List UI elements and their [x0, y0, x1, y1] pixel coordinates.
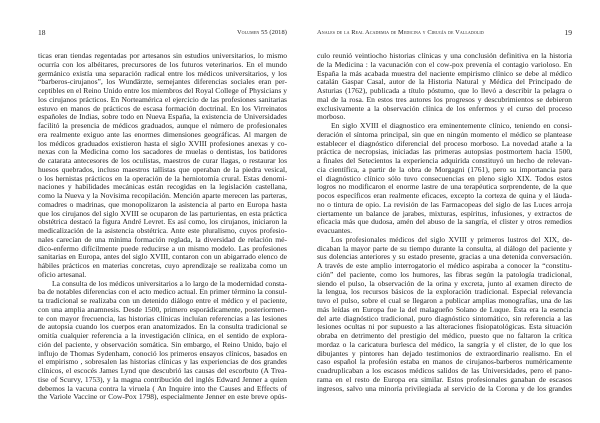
text-line: La consulta de los médicos universitarios a lo largo de la modernidad consta- [52, 279, 287, 288]
text-line: huesos quebrados, incluso maestros tallistas que operaban de la piedra vesical, [38, 165, 287, 174]
text-line: exclusivamente a la observación clínica de los enfermos y el curso del proceso [317, 104, 572, 113]
text-line: dico-enfermo difícilmente puede reducirse a un mismo modelo. Las profesiones [38, 244, 287, 253]
text-line: ciertamente un balance de jarabes, mixturas, espíritus, infusiones, y extractos de [317, 209, 572, 218]
text-line: morboso. [317, 113, 346, 122]
text-line: sanitarias en Europa, antes del siglo XVIII, contaron con un abigarrado elenco de [38, 253, 287, 262]
text-line: ocurría con los albéitares, precursores de los futuros veterinarios. En el mundo [38, 60, 287, 69]
text-line: el diagnóstico clínico sólo tuvo consecuencias en pleno siglo XIX. Todos estos [317, 174, 572, 183]
page-number: 19 [564, 28, 572, 37]
text-line: práctica de necropsias, iniciadas las primeras autopsias postmortem hacia 1500, [317, 148, 572, 157]
text-line: ción del paciente, y observación somática. Sin embargo, el Reino Unido, bajo el [38, 340, 287, 349]
text-line: dicaban la mayor parte de su tiempo durante la consulta, al diálogo del paciente y [317, 244, 572, 253]
text-line: como la Nueva y la Novísima recopilación. Mención aparte merecen las parteras, [38, 192, 287, 200]
text-line: más leídas en Europa fue la del malagueño Solano de Luque. Ésta era la esencia [317, 305, 572, 314]
text-line: los médicos graduados existieron hasta el siglo XVIII profesiones anexas y co- [38, 139, 287, 148]
text-line: Los profesionales médicos del siglo XVIII y primeros lustros del XIX, de- [331, 235, 572, 244]
text-line: los cirujanos prácticos. En Norteamérica el ejercicio de las profesiones sanitarias [38, 95, 287, 104]
running-head: Anales de la Real Academia de Medicina y Cirugía de Valladolid [317, 29, 484, 36]
text-line: the Variole Vaccine or Cow-Pox 1798), especialmente Jenner en este breve opús- [38, 393, 287, 402]
page-number: 18 [38, 28, 46, 37]
text-line: el empirismo , sobresalen las historias clínicas y las experiencias de dos grandes [38, 358, 287, 367]
text-line: era realmente exiguo ante las enormes dimensiones geográficas. Al margen de [38, 130, 287, 139]
right-page-header [317, 28, 572, 38]
text-line: ceptibles en el Reino Unido entre los miembros del Royal College of Physicians y [38, 87, 287, 95]
text-line: comadres o madrinas, que monopolizaron la asistencia al parto en Europa hasta [38, 200, 287, 209]
text-line: obstétrica destacó la figura André Levret. Es así como, los cirujanos, iniciaron la [38, 218, 287, 227]
text-line: mal de la rosa. En estos tres autores los progresos y descubrimientos se debieron [317, 95, 572, 104]
text-line: logros no modificaron el enorme lastre de una terapéutica sorprendente, de la que [317, 183, 572, 192]
text-line: hábiles prácticos en materias concretas, cuyo aprendizaje se realizaba como un [38, 262, 287, 270]
text-line: A través de este amplio interrogatorio el médico aspiraba a conocer la “constitu- [317, 262, 572, 270]
text-line: ción” del paciente, como los humores, las fibras según la patología tradicional, [317, 270, 572, 279]
text-line: ba de notables diferencias con el acto medico actual. En primer término la consul- [38, 288, 287, 297]
left-page-header [38, 28, 287, 38]
text-line: “barberos-cirujanos”, los Wundärzte, semejantes diferencias sociales eran per- [38, 78, 287, 87]
text-line: a finales del Setecientos la experiencia adquirida constituyó un hecho de relevan- [317, 157, 572, 165]
text-line: dibujantes y pintores han dejado testimonios de extraordinario realismo. En el [317, 349, 572, 358]
text-line: ingresos, salvo una minoría privilegiada al servicio de la Corona y de los grandes [317, 384, 572, 393]
text-line: de la Medicina : la vacunación con el cow-pox prevenía el contagio varioloso. En [317, 60, 572, 69]
text-line: te con mayor frecuencia, las historias clínicas incluían referencias a las lesiones [38, 314, 287, 323]
text-line: omitía cualquier referencia a la investigación clínica, en el sentido de explora- [38, 332, 287, 340]
text-line: sus dolencias anteriores y su estado presente, gracias a una detenida conversación. [317, 253, 572, 262]
text-line: obraba en detrimento del prestigio del médico, puesto que no faltaron la crítica [317, 332, 572, 340]
right-page [317, 0, 572, 423]
text-line: facilitó la presencia de médicos graduados, aunque el número de profesionales [38, 122, 287, 130]
text-line: nales carecían de una mínima formación reglada, la diversidad de relación mé- [38, 235, 287, 244]
text-line: establecer el diagnóstico diferencial del proceso morboso. La novedad atañe a la [317, 139, 572, 148]
text-line: eficacia más que dudosa, amén del abuso de la sangría, el clister y otros remedios [317, 218, 572, 227]
left-page-body [38, 52, 287, 402]
text-line: siendo el pulso, la observación de la orina y excreta, junto al examen directo de [317, 279, 572, 288]
text-line: germánico existía una separación radical entre los médicos universitarios, y los [38, 69, 287, 78]
text-line: tuvo el pulso, sobre el cual se llegaron a publicar amplias monografías, una de las [317, 297, 572, 305]
text-line: de autopsia cuando los cuerpos eran anatomizados. En la consulta tradicional se [38, 323, 287, 332]
text-line: con una amplia anamnesis. Desde 1500, primero esporádicamente, posteriormen- [38, 305, 287, 314]
text-line: evacuantes. [317, 227, 352, 235]
text-line: nexas con la Medicina como los sacadores de muelas o dentistas, los batidores [38, 148, 287, 157]
text-line: naciones y habilidades mecánicas están recogidas en la legislación castellana, [38, 183, 287, 192]
text-line: caso español la profesión estaba en manos de cirujanos-barberos numéricamente [317, 358, 572, 367]
text-line: culo reunió veintiocho historias clínicas y una conclusión definitiva en la historia [317, 52, 572, 60]
text-line: oficio artesanal. [38, 270, 87, 279]
text-line: lesiones ocultas ni por supuesto a las alteraciones fisiopatológicas. Esta situación [317, 323, 572, 332]
text-line: cuadruplicaban a los escasos médicos salidos de las Universidades, pero el pano- [317, 367, 572, 375]
text-line: ta tradicional se realizaba con un detenido diálogo entre el médico y el paciente, [38, 297, 287, 305]
text-line: clínicos, el escocés James Lynd que descubrió las causas del escorbuto (A Trea- [38, 367, 287, 375]
text-line: influjo de Thomas Sydenham, conoció los primeros ensayos clínicos, basados en [38, 349, 287, 358]
text-line: pocos específicos eran realmente eficaces, excepto la corteza de quina y el láuda- [317, 192, 572, 200]
text-line: la lengua, los recursos básicos de la exploración tradicional. Especial relevancia [317, 288, 572, 297]
right-page-body [317, 52, 572, 393]
text-line: de catarata antecesores de los oculistas, maestros de curar llagas, o restaurar los [38, 157, 287, 165]
text-line: o los hernistas prácticos en la operación de la herniotomía crural. Estas denomi- [38, 174, 287, 183]
text-line: tise of Scurvy, 1753), y la magna contribución del inglés Edward Jenner a quien [38, 375, 287, 384]
text-line: En siglo XVIII el diagnostico era eminentemente clínico, teniendo en consi- [331, 122, 572, 130]
text-line: españoles de Indias, sobre todo en Nueva España, la existencia de Universidades [38, 113, 287, 122]
text-line: no o tintura de opio. La revisión de las Farmacopeas del siglo de las Luces arroja [317, 200, 572, 209]
text-line: del arte diagnóstico tradicional, puro diagnóstico sintomático, sin referencia a las [317, 314, 572, 323]
text-line: que los cirujanos del siglo XVIII se ocuparon de las parturientas, en esta práctica [38, 209, 287, 218]
text-line: España la más acabada muestra del naciente empirismo clínico se debe al médico [317, 69, 572, 78]
text-line: mordaz o la caricatura burlesca del médico, la sangría y el clister, de lo que los [317, 340, 572, 349]
text-line: ticas eran tiendas regentadas por artesanos sin estudios universitarios, lo mismo [38, 52, 287, 60]
text-line: cia científica, a partir de la obra de Morgagni (1761), pero su importancia para [317, 165, 572, 174]
text-line: catalán Gaspar Casal, autor de la Historia Natural y Médica del Principado de [317, 78, 572, 87]
running-head: Volumen 55 (2018) [236, 29, 287, 36]
text-line: deración el síntoma principal, sin que en ningún momento el médico se plantease [317, 130, 572, 139]
text-line: rama en el resto de Europa era similar. Estos profesionales ganaban de escasos [317, 375, 572, 384]
left-page [38, 0, 287, 423]
text-line: medicalización de la asistencia obstétrica. Ante este pluralismo, cuyos profesio- [38, 227, 287, 235]
text-line: estuvo en manos de prácticos de escasa formación doctrinal. En los Virreinatos [38, 104, 287, 113]
text-line: debemos la vacuna contra la viruela ( An Inquire into the Causes and Effects of [38, 384, 287, 393]
text-line: Asturias (1762), publicada a título póstumo, que lo llevó a describir la pelagra o [317, 87, 572, 95]
